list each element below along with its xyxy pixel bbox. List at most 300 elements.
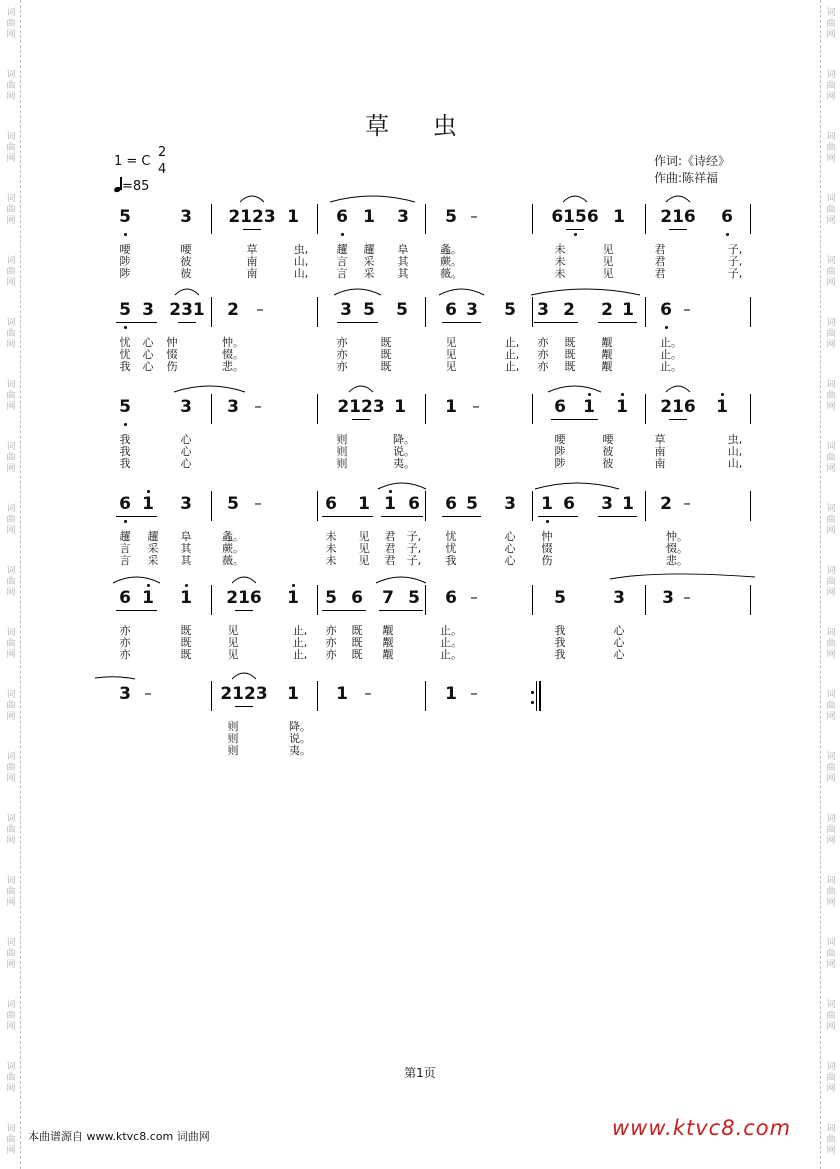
lyric-syllable: 止, <box>504 348 520 361</box>
lyric-syllable: 我 <box>119 457 131 470</box>
lyric-syllable: 采 <box>147 542 159 555</box>
watermark-text: 词 曲 网 <box>6 1000 16 1032</box>
watermark-text: 词 曲 网 <box>6 194 16 226</box>
note: 1 <box>394 397 406 417</box>
watermark-text: 词 曲 网 <box>826 8 836 40</box>
lyric-syllable: 止, <box>504 336 520 349</box>
lyric-syllable: 伤 <box>541 554 553 567</box>
lyric-syllable: 心 <box>504 530 516 543</box>
watermark-text: 词 曲 网 <box>6 256 16 288</box>
note: 1 <box>287 588 299 608</box>
note: 1 <box>287 207 299 227</box>
lyric-syllable: 喓 <box>554 433 566 446</box>
lyric-syllable: 止。 <box>660 360 682 373</box>
lyric-syllable: 说。 <box>393 445 415 458</box>
watermark-text: 词 曲 网 <box>6 752 16 784</box>
lyric-syllable: 忡 <box>541 530 553 543</box>
lyric-syllable: 喓 <box>602 433 614 446</box>
note: 5 <box>466 494 478 514</box>
lyric-syllable: 螽。 <box>222 530 244 543</box>
slur <box>666 196 690 202</box>
slur <box>349 386 373 392</box>
lyric-syllable: 南 <box>246 267 258 280</box>
watermark-text: 词 曲 网 <box>6 628 16 660</box>
watermark-text: 词 曲 网 <box>6 566 16 598</box>
lyric-syllable: 见 <box>602 255 614 268</box>
lyric-syllable: 见 <box>227 648 239 661</box>
lyric-syllable: 陟 <box>119 267 131 280</box>
lyric-syllable: 亦 <box>119 648 131 661</box>
lyric-syllable: 见 <box>227 624 239 637</box>
slur <box>240 196 264 202</box>
watermark-text: 词 曲 网 <box>6 318 16 350</box>
note: 5 <box>554 588 566 608</box>
watermark-text: 词 曲 网 <box>826 628 836 660</box>
lyric-syllable: 亦 <box>119 624 131 637</box>
watermark-text: 词 曲 网 <box>6 690 16 722</box>
watermark-text: 词 曲 网 <box>826 380 836 412</box>
lyric-syllable: 忧 <box>445 530 457 543</box>
lyric-syllable: 虫, <box>727 433 743 446</box>
note: 216 <box>660 397 696 417</box>
lyric-syllable: 见 <box>358 530 370 543</box>
lyric-syllable: 则 <box>227 732 239 745</box>
note: 3 <box>601 494 613 514</box>
lyric-syllable: 君 <box>384 554 396 567</box>
sustain-dash: – <box>364 684 372 702</box>
lyric-syllable: 薇。 <box>222 554 244 567</box>
note: 6 <box>336 207 348 227</box>
lyric-syllable: 心 <box>613 636 625 649</box>
lyric-syllable: 陟 <box>554 457 566 470</box>
lyric-syllable: 心 <box>180 457 192 470</box>
lyric-syllable: 觏 <box>382 648 394 661</box>
note: 1 <box>363 207 375 227</box>
lyric-syllable: 既 <box>380 336 392 349</box>
note: 1 <box>622 300 634 320</box>
note: 3 <box>613 588 625 608</box>
note: 1 <box>142 588 154 608</box>
lyric-syllable: 其 <box>180 542 192 555</box>
lyric-syllable: 降。 <box>289 720 311 733</box>
lyricist-credit: 作词:《诗经》 <box>654 154 731 168</box>
slur <box>376 577 426 583</box>
watermark-text: 词 曲 网 <box>826 70 836 102</box>
lyric-syllable: 草 <box>246 243 258 256</box>
lyric-syllable: 既 <box>351 636 363 649</box>
slur <box>439 289 484 295</box>
lyric-syllable: 未 <box>554 255 566 268</box>
slur <box>175 289 199 295</box>
lyric-syllable: 见 <box>358 554 370 567</box>
tie-continuation <box>610 574 755 579</box>
slur <box>174 386 245 392</box>
lyric-syllable: 止, <box>292 624 308 637</box>
lyric-syllable: 则 <box>227 744 239 757</box>
watermark-text: 词 曲 网 <box>826 318 836 350</box>
note: 1 <box>716 397 728 417</box>
page-number: 第1页 <box>404 1066 436 1080</box>
lyric-syllable: 山, <box>293 255 309 268</box>
lyric-syllable: 心 <box>504 542 516 555</box>
lyric-syllable: 言 <box>119 554 131 567</box>
lyric-syllable: 其 <box>180 554 192 567</box>
note: 6 <box>119 588 131 608</box>
note: 2123 <box>228 207 276 227</box>
lyric-syllable: 既 <box>351 648 363 661</box>
watermark-text: 词 曲 网 <box>6 814 16 846</box>
lyric-syllable: 其 <box>397 267 409 280</box>
note: 5 <box>119 300 131 320</box>
slur <box>232 673 256 679</box>
slur <box>330 196 415 202</box>
lyric-syllable: 我 <box>445 554 457 567</box>
slur <box>563 196 587 202</box>
note: 1 <box>180 588 192 608</box>
sustain-dash: – <box>683 494 691 512</box>
note: 3 <box>397 207 409 227</box>
note: 3 <box>142 300 154 320</box>
note: 5 <box>396 300 408 320</box>
lyric-syllable: 既 <box>180 624 192 637</box>
lyric-syllable: 心 <box>613 624 625 637</box>
lyric-syllable: 则 <box>227 720 239 733</box>
lyric-syllable: 君 <box>384 542 396 555</box>
lyric-syllable: 降。 <box>393 433 415 446</box>
sustain-dash: – <box>683 300 691 318</box>
lyric-syllable: 彼 <box>180 267 192 280</box>
lyric-syllable: 亦 <box>336 360 348 373</box>
note: 1 <box>336 684 348 704</box>
sustain-dash: – <box>470 588 478 606</box>
lyric-syllable: 趯 <box>119 530 131 543</box>
note: 5 <box>119 397 131 417</box>
note: 3 <box>180 494 192 514</box>
lyric-syllable: 山, <box>727 457 743 470</box>
lyric-syllable: 既 <box>380 348 392 361</box>
lyric-syllable: 彼 <box>602 445 614 458</box>
lyric-syllable: 喓 <box>119 243 131 256</box>
lyric-syllable: 君 <box>384 530 396 543</box>
lyric-syllable: 彼 <box>180 255 192 268</box>
note: 1 <box>616 397 628 417</box>
watermark-text: 词 曲 网 <box>6 132 16 164</box>
sustain-dash: – <box>470 207 478 225</box>
note: 2123 <box>220 684 268 704</box>
lyric-syllable: 止。 <box>660 336 682 349</box>
lyric-syllable: 陟 <box>554 445 566 458</box>
note: 3 <box>180 207 192 227</box>
lyric-syllable: 惙 <box>541 542 553 555</box>
lyric-syllable: 阜 <box>180 530 192 543</box>
note: 6 <box>119 494 131 514</box>
lyric-syllable: 止。 <box>440 636 462 649</box>
lyric-syllable: 惙 <box>166 348 178 361</box>
note: 1 <box>583 397 595 417</box>
note: 5 <box>408 588 420 608</box>
lyric-syllable: 我 <box>119 360 131 373</box>
sustain-dash: – <box>683 588 691 606</box>
lyric-syllable: 伤 <box>166 360 178 373</box>
note: 216 <box>660 207 696 227</box>
lyric-syllable: 子, <box>406 530 422 543</box>
lyric-syllable: 惙。 <box>666 542 688 555</box>
sustain-dash: – <box>144 684 152 702</box>
lyric-syllable: 说。 <box>289 732 311 745</box>
composer-credit: 作曲:陈祥福 <box>654 171 719 185</box>
note: 231 <box>169 300 205 320</box>
lyric-syllable: 我 <box>554 648 566 661</box>
lyric-syllable: 止, <box>292 648 308 661</box>
lyric-syllable: 子, <box>406 542 422 555</box>
note: 6 <box>445 494 457 514</box>
note: 1 <box>541 494 553 514</box>
lyric-syllable: 忧 <box>119 348 131 361</box>
lyric-syllable: 见 <box>445 348 457 361</box>
note: 3 <box>180 397 192 417</box>
lyric-syllable: 止。 <box>440 648 462 661</box>
time-signature-top: 2 <box>158 145 167 160</box>
note: 3 <box>466 300 478 320</box>
tie-end <box>95 677 135 679</box>
note: 1 <box>613 207 625 227</box>
lyric-syllable: 亦 <box>537 360 549 373</box>
lyric-syllable: 止, <box>292 636 308 649</box>
lyric-syllable: 南 <box>654 445 666 458</box>
watermark-text: 词 曲 网 <box>6 938 16 970</box>
note: 5 <box>119 207 131 227</box>
lyric-syllable: 心 <box>613 648 625 661</box>
watermark-text: 词 曲 网 <box>6 8 16 40</box>
watermark-text: 词 曲 网 <box>826 1124 836 1156</box>
watermark-text: 词 曲 网 <box>826 690 836 722</box>
lyric-syllable: 夷。 <box>393 457 415 470</box>
watermark-text: 词 曲 网 <box>826 1000 836 1032</box>
note: 2 <box>601 300 613 320</box>
lyric-syllable: 觏 <box>601 360 613 373</box>
lyric-syllable: 见 <box>602 243 614 256</box>
note: 7 <box>382 588 394 608</box>
lyric-syllable: 螽。 <box>440 243 462 256</box>
lyric-syllable: 未 <box>325 530 337 543</box>
lyric-syllable: 其 <box>397 255 409 268</box>
lyric-syllable: 心 <box>142 360 154 373</box>
note: 6156 <box>551 207 599 227</box>
lyric-syllable: 忡。 <box>222 336 244 349</box>
lyric-syllable: 悲。 <box>222 360 244 373</box>
note: 3 <box>227 397 239 417</box>
lyric-syllable: 亦 <box>119 636 131 649</box>
note: 6 <box>445 300 457 320</box>
lyric-syllable: 蕨。 <box>222 542 244 555</box>
slur <box>666 386 690 392</box>
tempo-value: =85 <box>122 179 150 194</box>
note: 1 <box>384 494 396 514</box>
sustain-dash: – <box>472 397 480 415</box>
lyric-syllable: 见 <box>227 636 239 649</box>
note: 3 <box>537 300 549 320</box>
footer-source: 本曲谱源自 www.ktvc8.com 词曲网 <box>28 1130 210 1143</box>
lyric-syllable: 山, <box>293 267 309 280</box>
lyric-syllable: 子, <box>727 255 743 268</box>
lyric-syllable: 觏 <box>382 624 394 637</box>
lyric-syllable: 觏 <box>382 636 394 649</box>
slur <box>113 577 160 583</box>
lyric-syllable: 南 <box>246 255 258 268</box>
slur <box>535 483 619 489</box>
note: 5 <box>363 300 375 320</box>
lyric-syllable: 心 <box>180 433 192 446</box>
lyric-syllable: 采 <box>147 554 159 567</box>
lyric-syllable: 子, <box>406 554 422 567</box>
watermark-text: 词 曲 网 <box>6 1124 16 1156</box>
watermark-text: 词 曲 网 <box>6 1062 16 1094</box>
sustain-dash: – <box>470 684 478 702</box>
note: 216 <box>226 588 262 608</box>
lyric-syllable: 阜 <box>397 243 409 256</box>
watermark-text: 词 曲 网 <box>826 442 836 474</box>
note: 3 <box>340 300 352 320</box>
lyric-syllable: 则 <box>336 457 348 470</box>
lyric-syllable: 悲。 <box>666 554 688 567</box>
lyric-syllable: 心 <box>180 445 192 458</box>
watermark-text: 词 曲 网 <box>826 504 836 536</box>
lyric-syllable: 既 <box>180 636 192 649</box>
lyric-syllable: 彼 <box>602 457 614 470</box>
lyric-syllable: 夷。 <box>289 744 311 757</box>
note: 6 <box>351 588 363 608</box>
note: 5 <box>325 588 337 608</box>
lyric-syllable: 君 <box>654 243 666 256</box>
note: 6 <box>660 300 672 320</box>
lyric-syllable: 南 <box>654 457 666 470</box>
lyric-syllable: 觏 <box>601 348 613 361</box>
slur <box>232 577 256 583</box>
lyric-syllable: 亦 <box>537 348 549 361</box>
watermark-text: 词 曲 网 <box>826 876 836 908</box>
lyric-syllable: 虫, <box>293 243 309 256</box>
sustain-dash: – <box>254 397 262 415</box>
lyric-syllable: 见 <box>602 267 614 280</box>
lyric-syllable: 子, <box>727 267 743 280</box>
lyric-syllable: 心 <box>142 348 154 361</box>
watermark-text: 词 曲 网 <box>826 938 836 970</box>
lyric-syllable: 见 <box>445 336 457 349</box>
watermark-text: 词 曲 网 <box>826 752 836 784</box>
lyric-syllable: 趯 <box>363 243 375 256</box>
watermark-text: 词 曲 网 <box>6 442 16 474</box>
lyric-syllable: 薇。 <box>440 267 462 280</box>
lyric-syllable: 喓 <box>180 243 192 256</box>
sustain-dash: – <box>254 494 262 512</box>
lyric-syllable: 惙。 <box>222 348 244 361</box>
lyric-syllable: 心 <box>142 336 154 349</box>
watermark-text: 词 曲 网 <box>826 1062 836 1094</box>
note: 1 <box>358 494 370 514</box>
lyric-syllable: 既 <box>180 648 192 661</box>
note: 3 <box>504 494 516 514</box>
lyric-syllable: 心 <box>504 554 516 567</box>
lyric-syllable: 则 <box>336 445 348 458</box>
lyric-syllable: 忧 <box>445 542 457 555</box>
lyric-syllable: 陟 <box>119 255 131 268</box>
watermark-text: 词 曲 网 <box>826 256 836 288</box>
lyric-syllable: 未 <box>325 542 337 555</box>
lyric-syllable: 草 <box>654 433 666 446</box>
lyric-syllable: 亦 <box>325 624 337 637</box>
lyric-syllable: 忧 <box>119 336 131 349</box>
note: 6 <box>325 494 337 514</box>
note: 6 <box>563 494 575 514</box>
lyric-syllable: 我 <box>119 433 131 446</box>
lyric-syllable: 言 <box>336 267 348 280</box>
lyric-syllable: 言 <box>336 255 348 268</box>
slur <box>531 289 640 295</box>
time-signature-bottom: 4 <box>158 162 167 177</box>
lyric-syllable: 子, <box>727 243 743 256</box>
lyric-syllable: 忡。 <box>666 530 688 543</box>
lyric-syllable: 亦 <box>325 648 337 661</box>
watermark-text: 词 曲 网 <box>6 380 16 412</box>
lyric-syllable: 亦 <box>537 336 549 349</box>
watermark-text: 词 曲 网 <box>826 814 836 846</box>
watermark-text: 词 曲 网 <box>6 876 16 908</box>
lyric-syllable: 趯 <box>336 243 348 256</box>
lyric-syllable: 君 <box>654 255 666 268</box>
lyric-syllable: 山, <box>727 445 743 458</box>
lyric-syllable: 我 <box>554 624 566 637</box>
lyric-syllable: 我 <box>554 636 566 649</box>
note: 2 <box>660 494 672 514</box>
note: 3 <box>119 684 131 704</box>
watermark-text: 词 曲 网 <box>6 504 16 536</box>
lyric-syllable: 既 <box>564 348 576 361</box>
note: 2 <box>563 300 575 320</box>
sustain-dash: – <box>256 300 264 318</box>
lyric-syllable: 亦 <box>325 636 337 649</box>
note: 2 <box>227 300 239 320</box>
note: 6 <box>408 494 420 514</box>
note: 1 <box>142 494 154 514</box>
watermark-text: 词 曲 网 <box>826 566 836 598</box>
song-title: 草 虫 <box>365 112 475 140</box>
slur <box>334 289 381 295</box>
lyric-syllable: 亦 <box>336 348 348 361</box>
note: 1 <box>622 494 634 514</box>
lyric-syllable: 蕨。 <box>440 255 462 268</box>
lyric-syllable: 见 <box>358 542 370 555</box>
watermark-text: 词 曲 网 <box>826 194 836 226</box>
lyric-syllable: 觏 <box>601 336 613 349</box>
note: 6 <box>445 588 457 608</box>
slur <box>378 483 426 489</box>
lyric-syllable: 既 <box>351 624 363 637</box>
lyric-syllable: 既 <box>380 360 392 373</box>
lyric-syllable: 未 <box>325 554 337 567</box>
note: 5 <box>445 207 457 227</box>
note: 2123 <box>337 397 385 417</box>
lyric-syllable: 亦 <box>336 336 348 349</box>
watermark-text: 词 曲 网 <box>826 132 836 164</box>
lyric-syllable: 言 <box>119 542 131 555</box>
lyric-syllable: 未 <box>554 243 566 256</box>
lyric-syllable: 趯 <box>147 530 159 543</box>
watermark-text: 词 曲 网 <box>6 70 16 102</box>
note: 5 <box>504 300 516 320</box>
key-signature: 1 = C <box>114 154 151 169</box>
lyric-syllable: 采 <box>363 255 375 268</box>
note: 1 <box>287 684 299 704</box>
